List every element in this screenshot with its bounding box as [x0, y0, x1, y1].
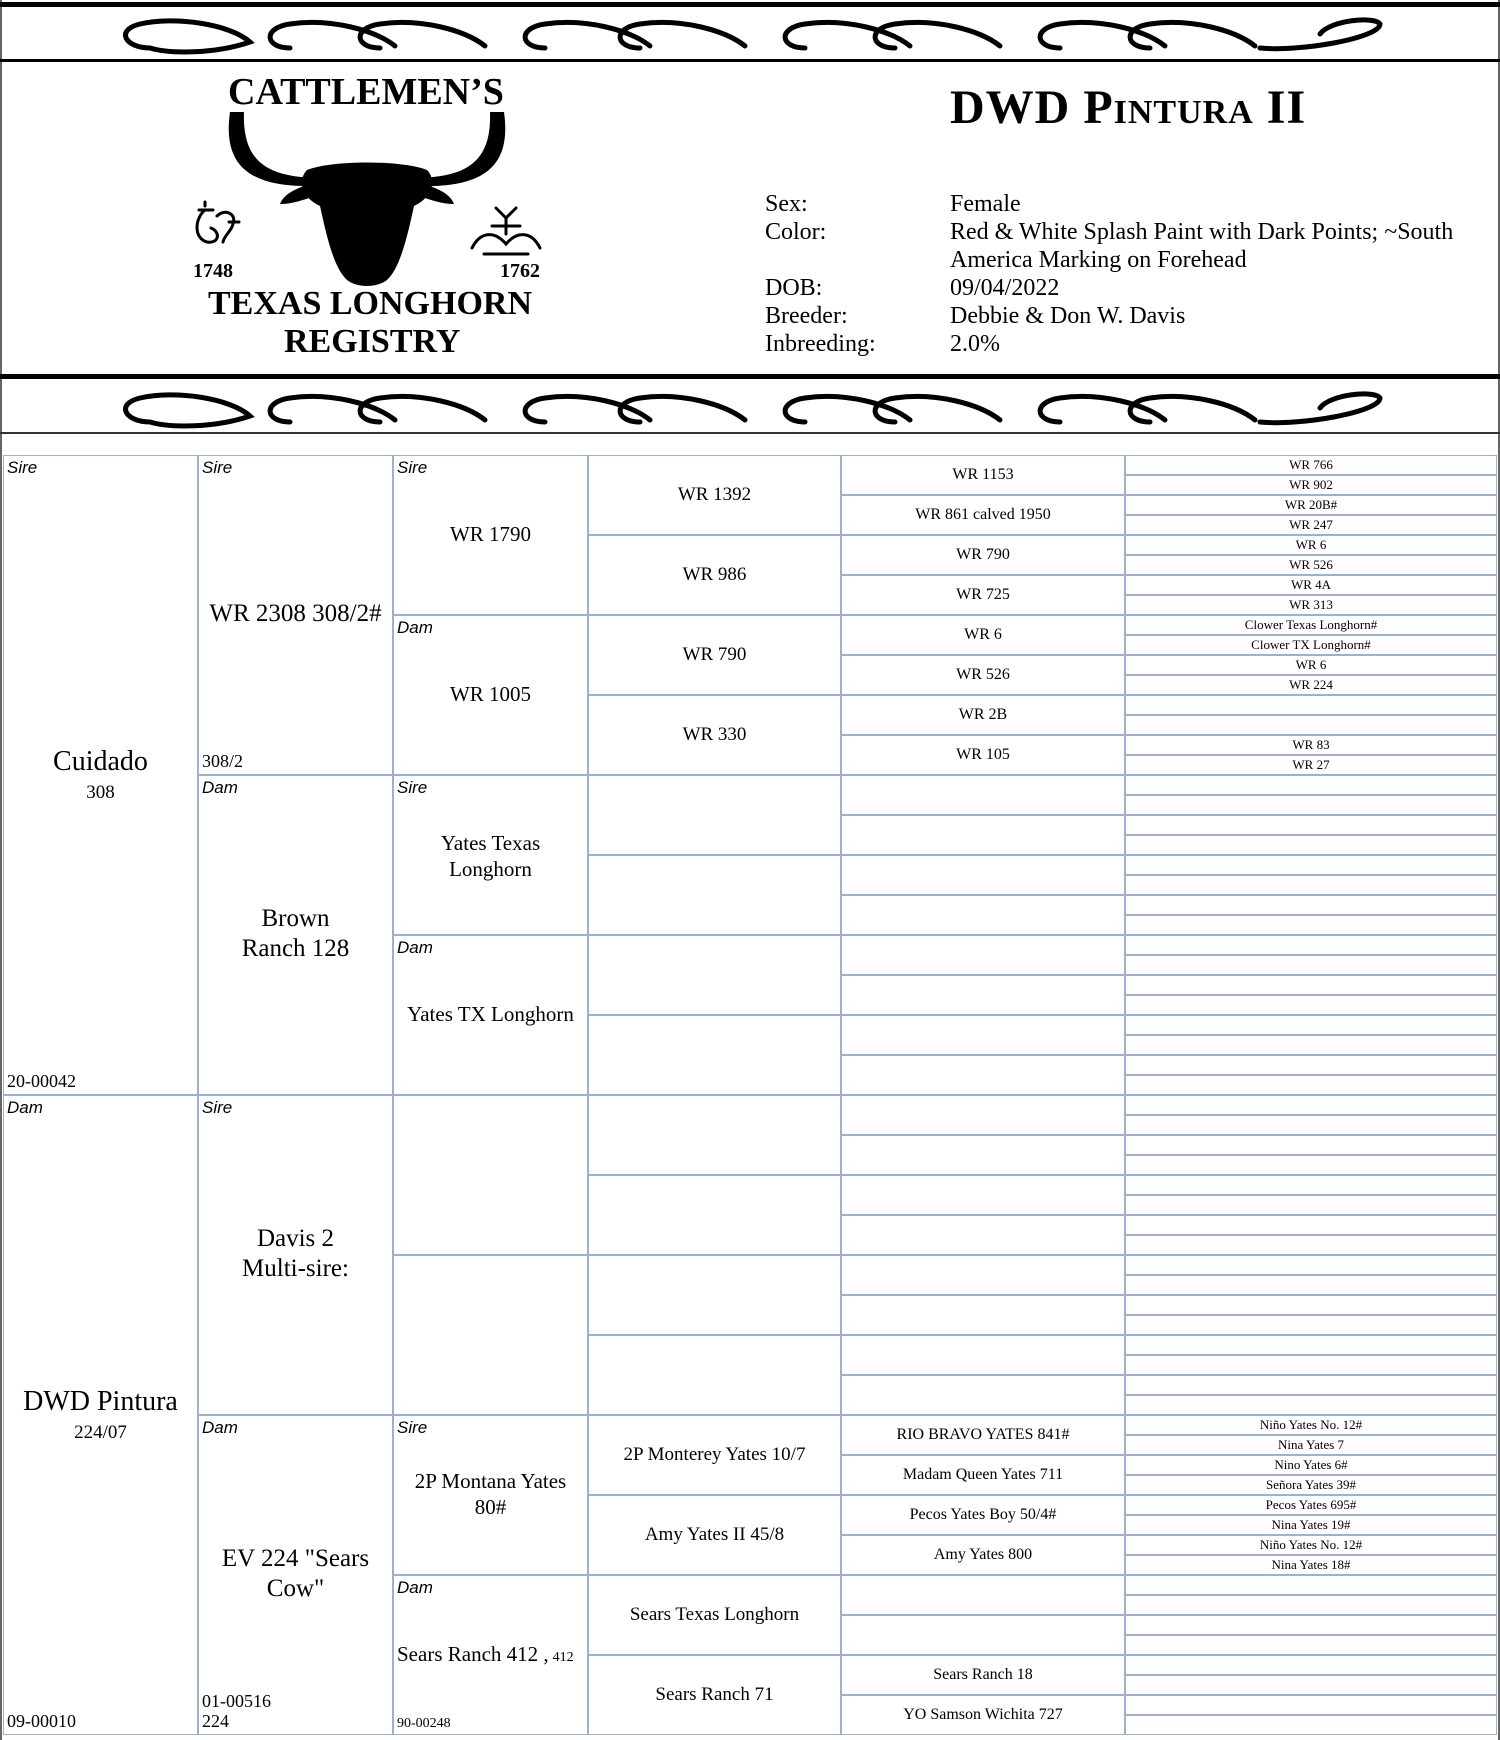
- gen5-ancestor-cell: [841, 1615, 1125, 1655]
- gen6-ancestor-cell: Niño Yates No. 12#: [1125, 1415, 1497, 1435]
- gen6-ancestor-cell: WR 6: [1125, 655, 1497, 675]
- logo-title: CATTLEMEN’S: [228, 71, 504, 113]
- brand-mark-right-icon: [468, 204, 543, 264]
- pedigree-ddd: [393, 1575, 588, 1735]
- ddd-suffix: 412: [552, 1650, 574, 1665]
- pedigree-ssd: [393, 615, 588, 775]
- pedigree-sire: [3, 455, 198, 1095]
- gen6-ancestor-cell: Nina Yates 7: [1125, 1435, 1497, 1455]
- gen6-ancestor-cell: [1125, 1255, 1497, 1275]
- gen6-ancestor-cell: WR 224: [1125, 675, 1497, 695]
- gen5-ancestor-cell: Amy Yates 800: [841, 1535, 1125, 1575]
- sire-dam-name: Brown Ranch 128: [241, 905, 350, 962]
- gen6-ancestor-cell: WR 247: [1125, 515, 1497, 535]
- color-value: Red & White Splash Paint with Dark Points; ~South America Marking on Forehead: [950, 219, 1454, 273]
- gen6-ancestor-cell: [1125, 1355, 1497, 1375]
- gen6-ancestor-cell: [1125, 875, 1497, 895]
- gen6-ancestor-cell: [1125, 1275, 1497, 1295]
- gen4-ancestor-cell: WR 1392: [588, 455, 841, 535]
- gen5-ancestor-cell: [841, 1135, 1125, 1175]
- gen4-ancestor-cell: Amy Yates II 45/8: [588, 1495, 841, 1575]
- gen5-ancestor-cell: Pecos Yates Boy 50/4#: [841, 1495, 1125, 1535]
- gen4-ancestor-cell: [588, 935, 841, 1015]
- pedigree-dam-dam: [198, 1415, 393, 1735]
- gen5-ancestor-cell: WR 526: [841, 655, 1125, 695]
- pedigree-sire-dam: [198, 775, 393, 1095]
- dam-dam-registration: 01-00516: [202, 1691, 271, 1711]
- gen4-ancestor-cell: WR 330: [588, 695, 841, 775]
- gen6-ancestor-cell: [1125, 1695, 1497, 1715]
- gen6-ancestor-cell: WR 4A: [1125, 575, 1497, 595]
- pedigree-sire-sire: [198, 455, 393, 775]
- role-label: Sire: [7, 458, 38, 477]
- role-label: Sire: [202, 458, 233, 477]
- sire-sire-registration: 308/2: [202, 751, 244, 771]
- gen5-ancestor-cell: [841, 1055, 1125, 1095]
- scroll-border-top: [0, 8, 1500, 60]
- gen5-ancestor-cell: Madam Queen Yates 711: [841, 1455, 1125, 1495]
- gen5-ancestor-cell: WR 105: [841, 735, 1125, 775]
- gen5-ancestor-cell: [841, 1295, 1125, 1335]
- gen4-ancestor-cell: WR 790: [588, 615, 841, 695]
- ssd-name: WR 1005: [449, 682, 532, 706]
- gen5-ancestor-cell: [841, 855, 1125, 895]
- gen6-ancestor-cell: [1125, 1635, 1497, 1655]
- sex-value: Female: [950, 191, 1021, 217]
- gen5-ancestor-cell: [841, 1375, 1125, 1415]
- sss-name: WR 1790: [449, 522, 532, 546]
- gen5-ancestor-cell: [841, 1215, 1125, 1255]
- gen5-ancestor-cell: WR 790: [841, 535, 1125, 575]
- sire-sire-name: WR 2308 308/2#: [209, 600, 382, 627]
- pedigree-sss: [393, 455, 588, 615]
- gen6-ancestor-cell: [1125, 1215, 1497, 1235]
- gen6-ancestor-cell: [1125, 1395, 1497, 1415]
- pedigree-dss: [393, 1095, 588, 1255]
- gen4-ancestor-cell: [588, 775, 841, 855]
- dam-registration: 09-00010: [7, 1711, 76, 1731]
- gen6-ancestor-cell: Señora Yates 39#: [1125, 1475, 1497, 1495]
- logo-registry-line1: TEXAS LONGHORN: [208, 285, 532, 322]
- gen6-ancestor-cell: Nina Yates 19#: [1125, 1515, 1497, 1535]
- pedigree-dam-sire: [198, 1095, 393, 1415]
- gen5-ancestor-cell: [841, 815, 1125, 855]
- gen4-ancestor-cell: [588, 1255, 841, 1335]
- gen5-ancestor-cell: [841, 1095, 1125, 1135]
- dob-value: 09/04/2022: [950, 275, 1060, 301]
- gen5-ancestor-cell: [841, 1175, 1125, 1215]
- gen6-ancestor-cell: [1125, 1095, 1497, 1115]
- gen6-ancestor-cell: [1125, 1015, 1497, 1035]
- gen6-ancestor-cell: [1125, 1315, 1497, 1335]
- role-label: Sire: [202, 1098, 233, 1117]
- scroll-border-bottom: [0, 382, 1500, 434]
- gen5-ancestor-cell: WR 725: [841, 575, 1125, 615]
- gen6-ancestor-cell: WR 313: [1125, 595, 1497, 615]
- gen6-ancestor-cell: [1125, 895, 1497, 915]
- gen4-ancestor-cell: [588, 1335, 841, 1415]
- gen6-ancestor-cell: Nino Yates 6#: [1125, 1455, 1497, 1475]
- gen5-ancestor-cell: WR 2B: [841, 695, 1125, 735]
- dam-dam-number: 224: [202, 1711, 229, 1731]
- animal-name-title: DWD Pintura II: [950, 81, 1307, 134]
- gen6-ancestor-cell: [1125, 1335, 1497, 1355]
- role-label: Sire: [397, 1418, 428, 1437]
- gen6-ancestor-cell: [1125, 1375, 1497, 1395]
- gen5-ancestor-cell: WR 861 calved 1950: [841, 495, 1125, 535]
- gen6-ancestor-cell: [1125, 1615, 1497, 1635]
- gen5-ancestor-cell: YO Samson Wichita 727: [841, 1695, 1125, 1735]
- pedigree-sdd: [393, 935, 588, 1095]
- sds-name: Yates Texas Longhorn: [440, 831, 541, 881]
- dob-label: DOB:: [765, 275, 823, 301]
- sex-label: Sex:: [765, 191, 808, 217]
- gen6-ancestor-cell: [1125, 935, 1497, 955]
- gen6-ancestor-cell: Clower Texas Longhorn#: [1125, 615, 1497, 635]
- gen6-ancestor-cell: [1125, 1675, 1497, 1695]
- animal-info-block: [765, 190, 1485, 360]
- role-label: Dam: [202, 1418, 238, 1437]
- inbreeding-value: 2.0%: [950, 331, 1000, 357]
- gen6-ancestor-cell: WR 27: [1125, 755, 1497, 775]
- gen5-ancestor-cell: Sears Ranch 18: [841, 1655, 1125, 1695]
- dam-dam-name: EV 224 "Sears Cow": [221, 1545, 370, 1602]
- gen6-ancestor-cell: [1125, 1715, 1497, 1735]
- gen6-ancestor-cell: WR 6: [1125, 535, 1497, 555]
- gen6-ancestor-cell: WR 526: [1125, 555, 1497, 575]
- gen5-ancestor-cell: [841, 935, 1125, 975]
- pedigree-dsd: [393, 1255, 588, 1415]
- gen5-ancestor-cell: RIO BRAVO YATES 841#: [841, 1415, 1125, 1455]
- gen6-ancestor-cell: [1125, 815, 1497, 835]
- gen6-ancestor-cell: Nina Yates 18#: [1125, 1555, 1497, 1575]
- gen6-ancestor-cell: WR 20B#: [1125, 495, 1497, 515]
- gen6-ancestor-cell: [1125, 955, 1497, 975]
- gen6-ancestor-cell: [1125, 855, 1497, 875]
- inbreeding-label: Inbreeding:: [765, 331, 876, 357]
- gen6-ancestor-cell: [1125, 1155, 1497, 1175]
- gen6-ancestor-cell: Niño Yates No. 12#: [1125, 1535, 1497, 1555]
- dam-sub: 224/07: [74, 1422, 127, 1443]
- gen6-ancestor-cell: [1125, 1235, 1497, 1255]
- ddd-registration: 90-00248: [397, 1716, 451, 1731]
- sire-name: Cuidado: [53, 746, 148, 777]
- gen6-ancestor-cell: [1125, 1655, 1497, 1675]
- role-label: Dam: [202, 778, 238, 797]
- gen5-ancestor-cell: [841, 775, 1125, 815]
- pedigree-top-rule: [0, 432, 1500, 434]
- gen6-ancestor-cell: Pecos Yates 695#: [1125, 1495, 1497, 1515]
- top-rule: [0, 2, 1500, 7]
- gen4-ancestor-cell: Sears Texas Longhorn: [588, 1575, 841, 1655]
- gen6-ancestor-cell: [1125, 1035, 1497, 1055]
- gen6-ancestor-cell: [1125, 1075, 1497, 1095]
- gen5-ancestor-cell: [841, 1015, 1125, 1055]
- gen4-ancestor-cell: [588, 1175, 841, 1255]
- gen6-ancestor-cell: [1125, 1175, 1497, 1195]
- ddd-name-line: [397, 1642, 574, 1667]
- breeder-label: Breeder:: [765, 303, 848, 329]
- pedigree-dds: [393, 1415, 588, 1575]
- gen6-ancestor-cell: [1125, 1295, 1497, 1315]
- header-top-rule: [0, 59, 1500, 62]
- gen4-ancestor-cell: Sears Ranch 71: [588, 1655, 841, 1735]
- gen5-ancestor-cell: [841, 1255, 1125, 1295]
- gen5-ancestor-cell: [841, 1335, 1125, 1375]
- gen5-ancestor-cell: [841, 975, 1125, 1015]
- role-label: Dam: [397, 938, 433, 957]
- role-label: Dam: [397, 1578, 433, 1597]
- gen6-ancestor-cell: [1125, 1135, 1497, 1155]
- gen6-ancestor-cell: [1125, 835, 1497, 855]
- gen4-ancestor-cell: [588, 855, 841, 935]
- brand-mark-left-icon: [185, 198, 245, 258]
- gen6-ancestor-cell: [1125, 995, 1497, 1015]
- gen5-ancestor-cell: WR 1153: [841, 455, 1125, 495]
- gen6-ancestor-cell: [1125, 1195, 1497, 1215]
- gen6-ancestor-cell: [1125, 975, 1497, 995]
- gen6-ancestor-cell: [1125, 1115, 1497, 1135]
- gen6-ancestor-cell: [1125, 715, 1497, 735]
- logo-year-left: 1748: [193, 260, 233, 282]
- sire-sub: 308: [86, 782, 115, 803]
- gen4-ancestor-cell: [588, 1095, 841, 1175]
- gen6-ancestor-cell: [1125, 695, 1497, 715]
- role-label: Dam: [397, 618, 433, 637]
- role-label: Sire: [397, 778, 428, 797]
- ddd-name: Sears Ranch 412 ,: [397, 1642, 549, 1666]
- gen5-ancestor-cell: [841, 895, 1125, 935]
- gen6-ancestor-cell: WR 766: [1125, 455, 1497, 475]
- gen6-ancestor-cell: [1125, 775, 1497, 795]
- breeder-value: Debbie & Don W. Davis: [950, 303, 1186, 329]
- gen6-ancestor-cell: [1125, 1595, 1497, 1615]
- gen6-ancestor-cell: Clower TX Longhorn#: [1125, 635, 1497, 655]
- dam-name: DWD Pintura: [23, 1386, 178, 1417]
- header-bottom-rule: [0, 374, 1500, 379]
- pedigree-dam: [3, 1095, 198, 1735]
- sire-registration: 20-00042: [7, 1071, 76, 1091]
- logo-registry-line2: REGISTRY: [284, 323, 461, 360]
- dds-name: 2P Montana Yates 80#: [414, 1469, 567, 1519]
- gen6-ancestor-cell: WR 902: [1125, 475, 1497, 495]
- gen4-ancestor-cell: WR 986: [588, 535, 841, 615]
- dam-sire-name: Davis 2 Multi-sire:: [242, 1225, 349, 1282]
- gen6-ancestor-cell: [1125, 1055, 1497, 1075]
- gen6-ancestor-cell: [1125, 795, 1497, 815]
- gen4-ancestor-cell: 2P Monterey Yates 10/7: [588, 1415, 841, 1495]
- sdd-name: Yates TX Longhorn: [407, 1002, 574, 1026]
- gen5-ancestor-cell: WR 6: [841, 615, 1125, 655]
- role-label: Sire: [397, 458, 428, 477]
- gen6-ancestor-cell: WR 83: [1125, 735, 1497, 755]
- gen5-ancestor-cell: [841, 1575, 1125, 1615]
- role-label: Dam: [7, 1098, 43, 1117]
- logo-year-right: 1762: [500, 260, 540, 282]
- gen6-ancestor-cell: [1125, 1575, 1497, 1595]
- gen4-ancestor-cell: [588, 1015, 841, 1095]
- pedigree-sds: [393, 775, 588, 935]
- color-label: Color:: [765, 219, 827, 245]
- gen6-ancestor-cell: [1125, 915, 1497, 935]
